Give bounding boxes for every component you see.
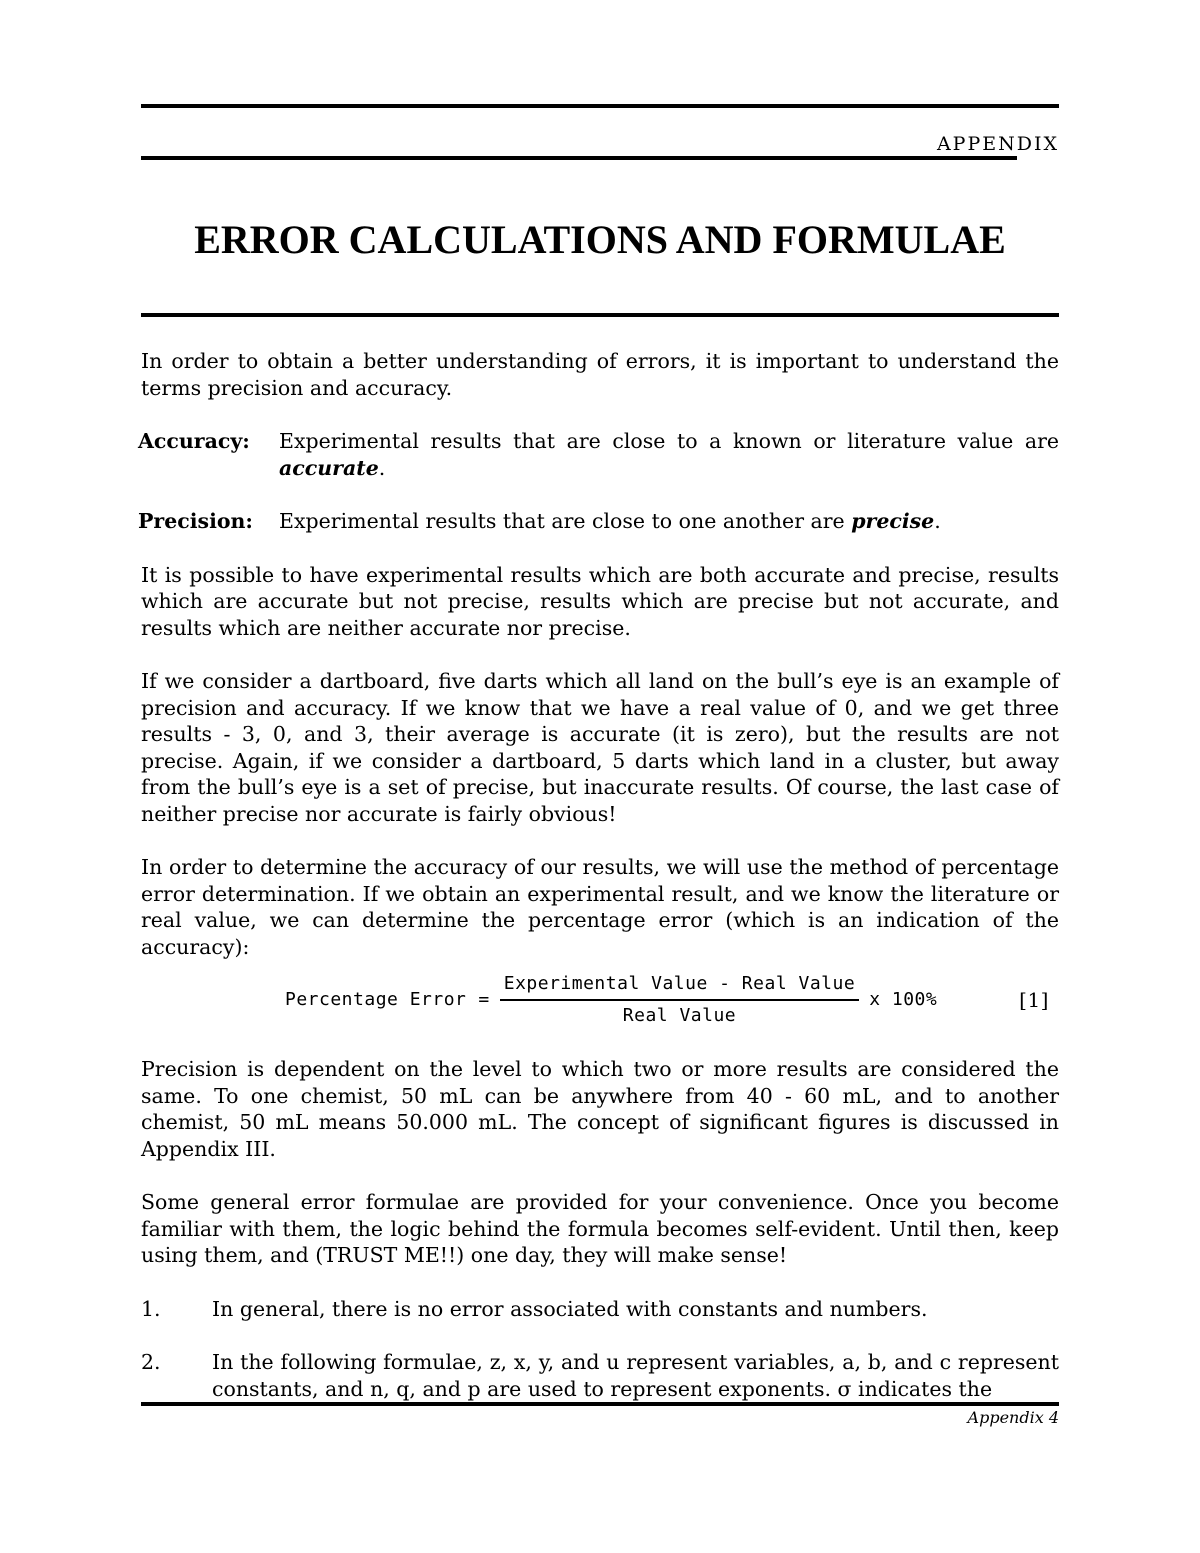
document-page xyxy=(138,0,1059,1553)
definition-end: . xyxy=(378,455,386,480)
body-text xyxy=(138,348,1059,1429)
definition-term: Accuracy: xyxy=(138,429,250,453)
definition-term: Precision: xyxy=(138,509,254,533)
formula-multiplier: x 100% xyxy=(869,988,938,1010)
footer-rule xyxy=(141,1402,1059,1406)
list-number: 1. xyxy=(141,1296,161,1321)
formula-denominator: Real Value xyxy=(622,1005,737,1026)
list-number: 2. xyxy=(141,1350,161,1374)
formula-lhs: Percentage Error xyxy=(285,988,467,1010)
list-text: In general, there is no error associated with constants and numbers. xyxy=(212,1296,928,1321)
paragraph-5: Some general error formulae are provided for your convenience. Once you become familiar with them, the logic behind the formula becomes self-evident. Until then, keep using them, and (TRUST ME!!) one day, they will make sense! xyxy=(141,1190,1059,1267)
formula-equals: = xyxy=(478,988,490,1010)
definition-body: Experimental results that are close to one another are xyxy=(279,509,852,533)
definition-text xyxy=(279,508,1059,535)
definition-emphasis: accurate xyxy=(279,455,379,480)
top-rule xyxy=(141,104,1059,108)
header-rule xyxy=(141,156,1017,160)
definition-emphasis: precise xyxy=(851,509,935,533)
percentage-error-formula xyxy=(141,968,1059,1032)
list-item xyxy=(141,1349,1059,1402)
formula-fraction xyxy=(500,971,859,1030)
paragraph-1: It is possible to have experimental results which are both accurate and precise, results which are accurate but not precise, results which are precise but not accurate, and results which are neither accurate nor precise. xyxy=(141,562,1059,640)
list-item xyxy=(141,1296,1059,1323)
list-text: In the following formulae, z, x, y, and u represent variables, a, b, and c represent constants, and n, q, and p are used to represent exponents. σ indicates the xyxy=(212,1350,1059,1401)
paragraph-2: If we consider a dartboard, five darts which all land on the bull’s eye is an example of precision and accuracy. If we know that we have a real value of 0, and we get three results - 3, 0, and 3, their average is accurate (it is zero), but the results are not precise. Again, if we consider a dartboard, 5 darts which land in a cluster, but away from the bull’s eye is a set of precise, but inaccurate results. Of course, the last case of neither precise nor accurate is fairly obvious! xyxy=(141,669,1059,826)
running-header: APPENDIX xyxy=(936,133,1059,155)
definition-accuracy xyxy=(138,428,1059,481)
equation-number: [1] xyxy=(1019,987,1049,1012)
title-rule xyxy=(141,313,1059,317)
definition-precision xyxy=(138,508,1059,535)
definition-body: Experimental results that are close to a known or literature value are xyxy=(279,429,1059,453)
page-title: ERROR CALCULATIONS AND FORMULAE xyxy=(194,217,1006,262)
definition-end: . xyxy=(934,509,941,533)
paragraph-4: Precision is dependent on the level to which two or more results are considered the same. To one chemist, 50 mL can be anywhere from 40 - 60 mL, and to another chemist, 50 mL means 50.000 mL. The concept of significant figures is discussed in Appendix III. xyxy=(141,1057,1059,1161)
definition-text xyxy=(279,428,1059,481)
page-footer: Appendix 4 xyxy=(967,1408,1059,1427)
formula-numerator: Experimental Value - Real Value xyxy=(500,971,859,1002)
intro-paragraph: In order to obtain a better understanding of errors, it is important to understand the terms precision and accuracy. xyxy=(141,349,1059,400)
paragraph-3: In order to determine the accuracy of our results, we will use the method of percentage error determination. If we obtain an experimental result, and we know the literature or real value, we can determine the percentage error (which is an indication of the accuracy): xyxy=(141,855,1059,959)
